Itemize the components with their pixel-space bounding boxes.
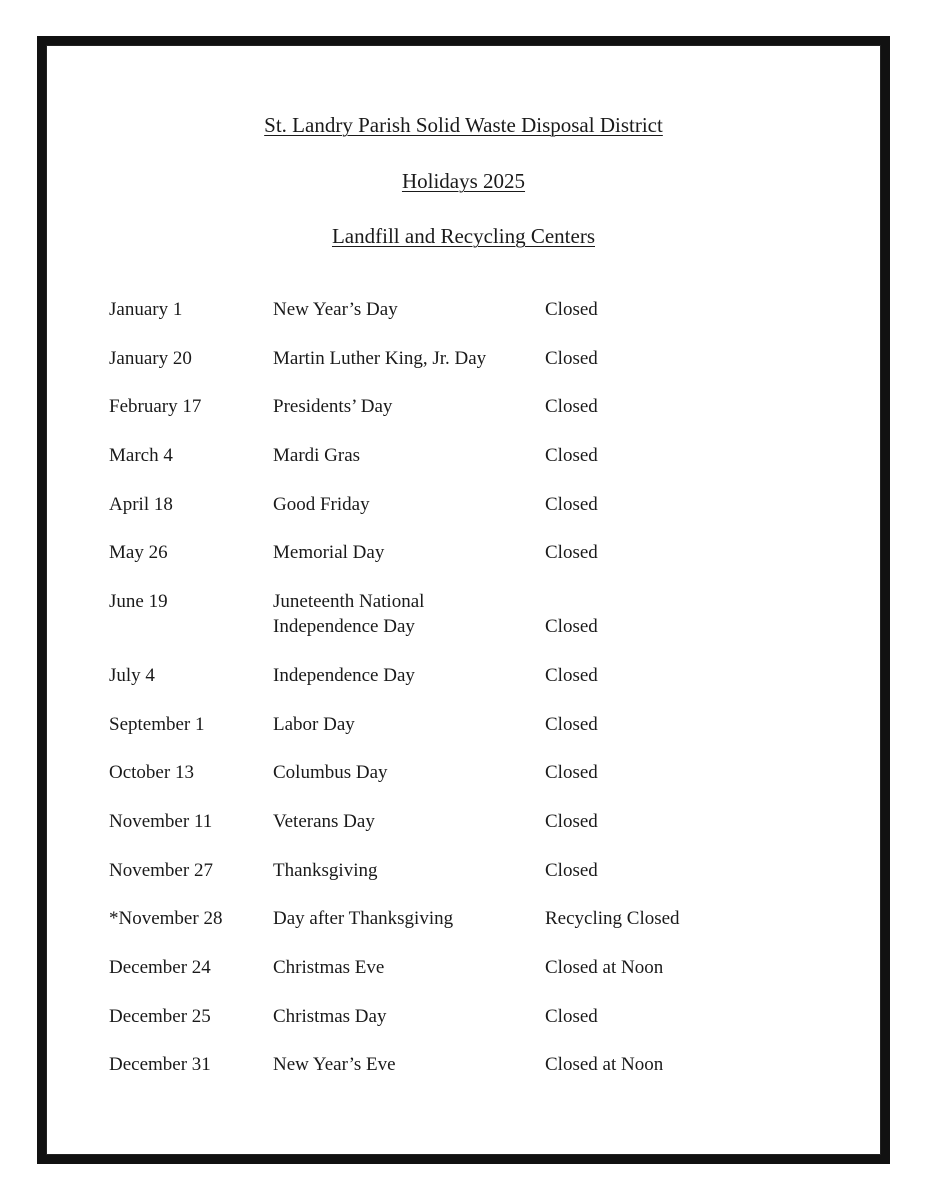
- holiday-row: [109, 443, 829, 468]
- holiday-status: Closed: [545, 810, 598, 832]
- holiday-name-line: New Year’s Eve: [273, 1054, 396, 1076]
- holiday-name: [273, 394, 392, 419]
- holiday-date: January 20: [109, 347, 192, 369]
- holiday-row: [109, 663, 829, 688]
- holiday-date: April 18: [109, 493, 173, 515]
- holiday-row: [109, 712, 829, 737]
- holiday-row: [109, 589, 829, 639]
- holiday-status: Closed: [545, 713, 598, 735]
- holiday-date: November 11: [109, 810, 213, 832]
- holiday-date: October 13: [109, 762, 194, 784]
- holiday-name: [273, 589, 424, 639]
- holiday-name-line: Christmas Eve: [273, 956, 385, 978]
- holiday-name: [273, 540, 384, 565]
- holiday-status: Closed: [545, 347, 598, 369]
- holiday-status: Closed at Noon: [545, 956, 664, 978]
- holiday-status: Closed: [545, 542, 598, 564]
- holiday-date: December 24: [109, 956, 211, 978]
- holiday-row: [109, 760, 829, 785]
- holiday-name-line: Christmas Day: [273, 1005, 387, 1027]
- holiday-status: Closed: [545, 493, 598, 515]
- holiday-date: December 25: [109, 1005, 211, 1027]
- holiday-name-line: Juneteenth National: [273, 591, 425, 613]
- holiday-name-line: Independence Day: [273, 616, 415, 638]
- holiday-name-line: Good Friday: [273, 493, 370, 515]
- holiday-status: Recycling Closed: [545, 908, 680, 930]
- document-title: St. Landry Parish Solid Waste Disposal District: [264, 113, 663, 137]
- holiday-date: March 4: [109, 445, 173, 467]
- holiday-row: [109, 492, 829, 517]
- holiday-name: [273, 858, 378, 883]
- holiday-row: [109, 1004, 829, 1029]
- document-subtitle: Holidays 2025: [401, 169, 526, 193]
- holiday-name: [273, 346, 486, 371]
- holiday-name: [273, 663, 415, 688]
- holiday-status: Closed: [545, 859, 598, 881]
- holiday-name-line: Day after Thanksgiving: [273, 908, 454, 930]
- holiday-date: December 31: [109, 1054, 211, 1076]
- section-heading: Landfill and Recycling Centers: [331, 224, 595, 248]
- holiday-row: [109, 297, 829, 322]
- holiday-row: [109, 906, 829, 931]
- holiday-row: [109, 394, 829, 419]
- holiday-date: February 17: [109, 396, 202, 418]
- holiday-status: Closed: [545, 1005, 598, 1027]
- holiday-name-line: Martin Luther King, Jr. Day: [273, 347, 487, 369]
- holiday-row: [109, 1052, 829, 1077]
- holiday-date: November 27: [109, 859, 213, 881]
- holiday-name: [273, 1004, 386, 1029]
- holiday-name-line: Memorial Day: [273, 542, 385, 564]
- holiday-date: *November 28: [109, 908, 223, 930]
- holiday-date: January 1: [109, 299, 183, 320]
- holiday-name-line: Independence Day: [273, 664, 415, 686]
- holiday-name: [273, 955, 384, 980]
- holiday-date: May 26: [109, 542, 168, 564]
- holiday-name: [273, 712, 355, 737]
- holiday-name-line: Labor Day: [273, 713, 355, 735]
- holiday-status: Closed at Noon: [545, 1054, 664, 1076]
- holiday-status: Closed: [545, 445, 598, 467]
- holiday-name-line: Thanksgiving: [273, 859, 378, 881]
- holiday-name: [273, 906, 453, 931]
- holiday-name-line: Presidents’ Day: [273, 396, 393, 418]
- holiday-row: [109, 955, 829, 980]
- holiday-date: June 19: [109, 591, 168, 613]
- holiday-status: Closed: [545, 616, 598, 638]
- holiday-name-line: Veterans Day: [273, 810, 375, 832]
- holiday-name-line: Columbus Day: [273, 762, 388, 784]
- holiday-date: July 4: [109, 664, 155, 686]
- holiday-name: [273, 443, 360, 468]
- holiday-row: [109, 809, 829, 834]
- holiday-name-line: Mardi Gras: [273, 445, 361, 467]
- holiday-name-line: New Year’s Day: [273, 299, 398, 320]
- holiday-name: [273, 809, 375, 834]
- holiday-row: [109, 540, 829, 565]
- holiday-status: Closed: [545, 396, 598, 418]
- holiday-name: [273, 760, 388, 785]
- holiday-status: Closed: [545, 299, 598, 320]
- holiday-name: [273, 297, 398, 322]
- holiday-list: [109, 297, 829, 1101]
- holiday-status: Closed: [545, 762, 598, 784]
- holiday-name: [273, 1052, 396, 1077]
- holiday-name: [273, 492, 370, 517]
- holiday-status: Closed: [545, 664, 598, 686]
- holiday-row: [109, 346, 829, 371]
- holiday-row: [109, 858, 829, 883]
- holiday-date: September 1: [109, 713, 205, 735]
